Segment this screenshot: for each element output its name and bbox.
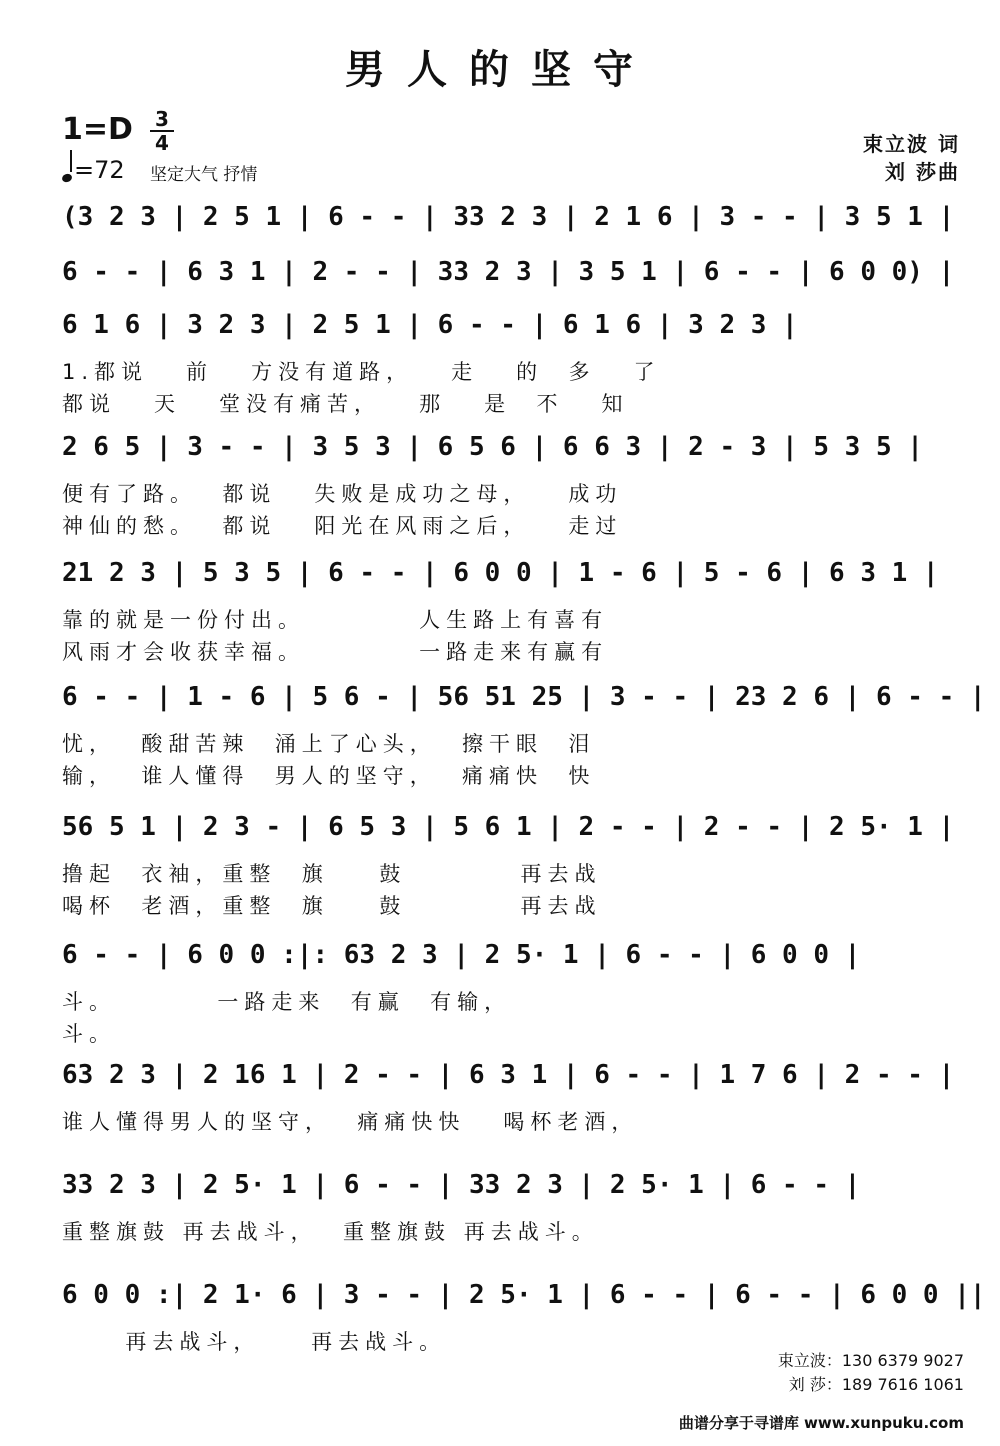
lyric-line-4b: 神仙的愁。 都说 阳光在风雨之后， 走过 — [62, 514, 623, 538]
contact-lyricist: 束立波：130 6379 9027 — [777, 1351, 964, 1370]
staff-row-8: 6 - - | 6 0 0 :|: 63 2 3 | 2 5· 1 | 6 - - | 6 0 0 | — [62, 940, 861, 970]
time-signature — [148, 108, 176, 154]
page-title: 男人的坚守 — [345, 46, 655, 93]
lyric-line-7a: 撸起 衣袖，重整 旗 鼓 再去战 — [62, 862, 602, 886]
note-stem-icon — [70, 150, 72, 172]
staff-row-2: 6 - - | 6 3 1 | 2 - - | 33 2 3 | 3 5 1 | 6 - - | 6 0 0) | — [62, 257, 955, 287]
time-sig-denominator: 4 — [155, 131, 169, 155]
lyric-line-3b: 都说 天 堂没有痛苦， 那 是 不 知 — [62, 392, 629, 416]
footer-source: 曲谱分享于寻谱库 www.xunpuku.com — [678, 1414, 964, 1432]
lyric-line-5a: 靠的就是一份付出。 人生路上有喜有 — [62, 608, 609, 632]
time-sig-numerator: 3 — [155, 107, 169, 131]
lyric-line-11: 再去战斗， 再去战斗。 — [62, 1330, 447, 1354]
staff-row-4: 2 6 5 | 3 - - | 3 5 3 | 6 5 6 | 6 6 3 | 2 - 3 | 5 3 5 | — [62, 432, 923, 462]
lyric-line-6b: 输， 谁人懂得 男人的坚守， 痛痛快 快 — [62, 764, 596, 788]
style-marking: 坚定大气 抒情 — [150, 165, 258, 185]
lyric-line-4a: 便有了路。 都说 失败是成功之母， 成功 — [62, 482, 623, 506]
staff-row-6: 6 - - | 1 - 6 | 5 6 - | 56 51 25 | 3 - - | 23 2 6 | 6 - - | — [62, 682, 986, 712]
staff-row-11: 6 0 0 :| 2 1· 6 | 3 - - | 2 5· 1 | 6 - - | 6 - - | 6 0 0 || — [62, 1280, 986, 1310]
lyric-line-3a: 1.都说 前 方没有道路， 走 的 多 了 — [62, 360, 661, 384]
lyric-line-10: 重整旗鼓 再去战斗， 重整旗鼓 再去战斗。 — [62, 1220, 599, 1244]
key-signature: 1=D — [62, 112, 133, 147]
lyric-line-9: 谁人懂得男人的坚守， 痛痛快快 喝杯老酒， — [62, 1110, 639, 1134]
composer-credit: 刘 莎曲 — [885, 160, 960, 184]
lyric-line-8a: 斗。 一路走来 有赢 有输， — [62, 990, 512, 1014]
staff-row-5: 21 2 3 | 5 3 5 | 6 - - | 6 0 0 | 1 - 6 | 5 - 6 | 6 3 1 | — [62, 558, 939, 588]
contact-composer: 刘 莎：189 7616 1061 — [788, 1375, 964, 1394]
lyric-line-8b: 斗。 — [62, 1022, 116, 1046]
lyricist-credit: 束立波 词 — [863, 132, 960, 156]
staff-row-3: 6 1 6 | 3 2 3 | 2 5 1 | 6 - - | 6 1 6 | 3 2 3 | — [62, 310, 798, 340]
tempo-marking — [62, 156, 125, 184]
lyric-line-6a: 忧， 酸甜苦辣 涌上了心头， 擦干眼 泪 — [62, 732, 596, 756]
tempo-value: =72 — [74, 156, 125, 184]
staff-row-7: 56 5 1 | 2 3 - | 6 5 3 | 5 6 1 | 2 - - | 2 - - | 2 5· 1 | — [62, 812, 955, 842]
lyric-line-7b: 喝杯 老酒，重整 旗 鼓 再去战 — [62, 894, 602, 918]
staff-row-10: 33 2 3 | 2 5· 1 | 6 - - | 33 2 3 | 2 5· 1 | 6 - - | — [62, 1170, 861, 1200]
staff-row-1: (3 2 3 | 2 5 1 | 6 - - | 33 2 3 | 2 1 6 | 3 - - | 3 5 1 | — [62, 202, 955, 232]
lyric-line-5b: 风雨才会收获幸福。 一路走来有赢有 — [62, 640, 609, 664]
quarter-note-icon — [61, 173, 73, 184]
staff-row-9: 63 2 3 | 2 16 1 | 2 - - | 6 3 1 | 6 - - | 1 7 6 | 2 - - | — [62, 1060, 955, 1090]
